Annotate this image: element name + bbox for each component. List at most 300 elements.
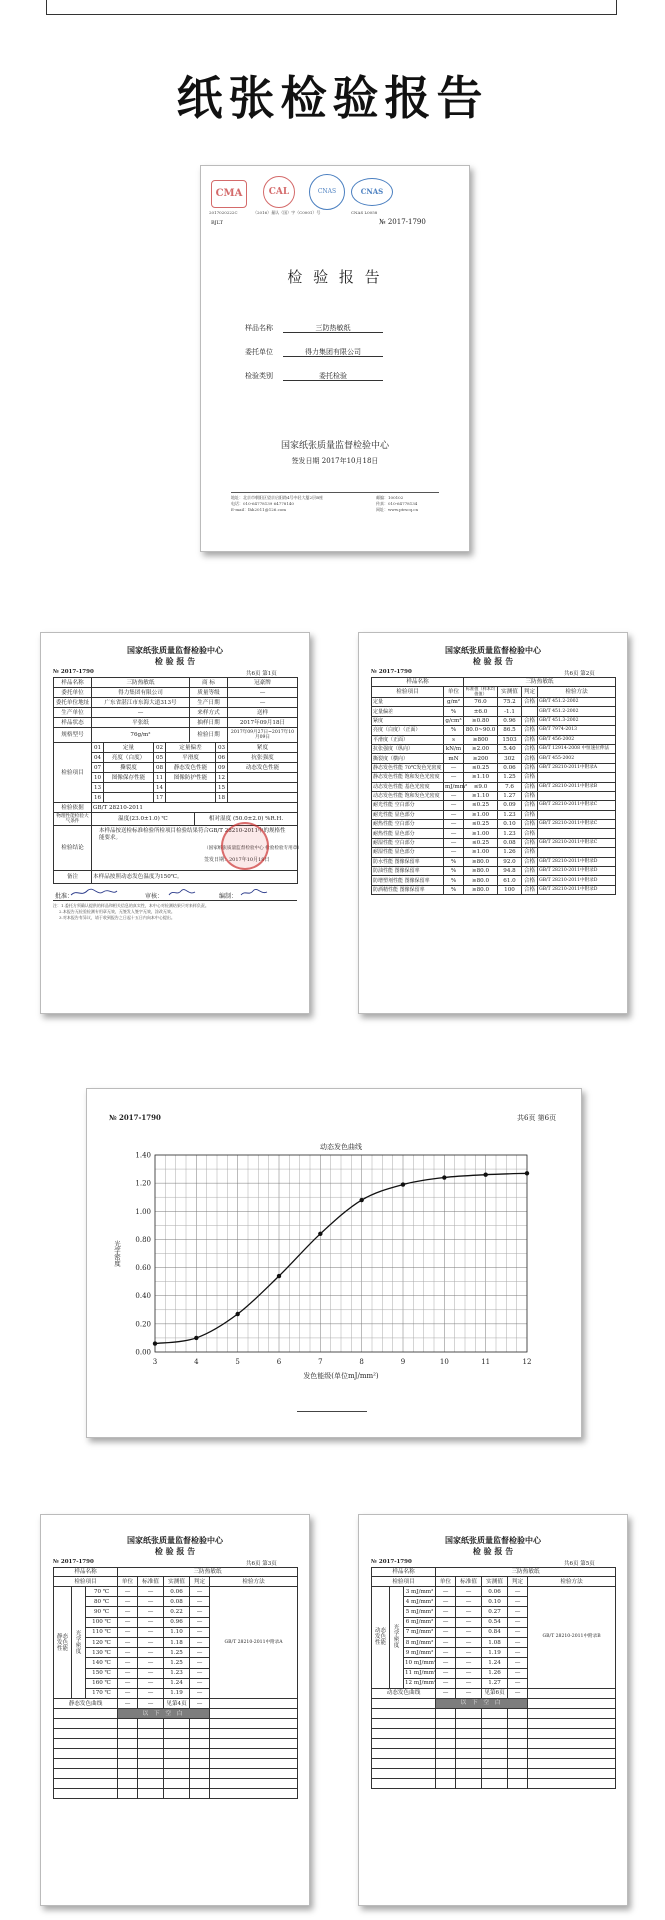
p1-cell: 16 <box>92 793 104 803</box>
table-row <box>54 728 298 743</box>
result-measured: 100 <box>498 885 522 894</box>
empty-cell <box>138 1759 164 1769</box>
column-header: 实测值 <box>482 1577 508 1587</box>
table-row <box>372 763 616 772</box>
value-cell: — <box>118 1658 138 1668</box>
value-cell: — <box>118 1607 138 1617</box>
p1-cell: 冠豪牌 <box>228 678 298 688</box>
empty-cell <box>436 1778 456 1788</box>
empty-cell <box>210 1739 298 1749</box>
result-method: GB/T 28210-2011中附录C <box>538 838 616 847</box>
dynamic-color-chart <box>87 1089 581 1437</box>
table-row <box>54 1568 298 1577</box>
empty-cell <box>190 1789 210 1799</box>
result-measured: 86.5 <box>498 726 522 735</box>
value-cell: — <box>138 1637 164 1647</box>
empty-cell <box>210 1789 298 1799</box>
result-method <box>538 829 616 838</box>
p1-cell: 来样方式 <box>190 708 228 718</box>
cover-underline-2 <box>283 356 383 357</box>
empty-cell <box>54 1789 118 1799</box>
result-unit: % <box>444 707 464 716</box>
cover-field-value-2: 得力集团有限公司 <box>305 348 361 356</box>
p1-env-temp: 温度(23.0±1.0) ℃ <box>92 813 195 826</box>
cover-footer-rule <box>231 492 439 493</box>
empty-cell <box>210 1779 298 1789</box>
group-label: 静态发色性能 <box>54 1587 72 1699</box>
p1-cell: 06 <box>216 753 228 763</box>
value-cell: 见第6页 <box>482 1688 508 1698</box>
p1-cell: 检验日期 <box>190 728 228 743</box>
empty-cell <box>508 1748 528 1758</box>
p1-cell: 样品名称 <box>54 678 92 688</box>
empty-cell <box>482 1728 508 1738</box>
result-method: GB/T 12914-2008 中恒速拉伸法 <box>538 744 616 753</box>
value-cell: — <box>138 1607 164 1617</box>
result-judgement: 合格 <box>522 867 538 876</box>
form-code: BJLT <box>211 220 223 226</box>
empty-cell <box>54 1739 118 1749</box>
p1-cell: — <box>92 708 190 718</box>
empty-cell <box>54 1759 118 1769</box>
p1-basis: GB/T 28210-2011 <box>92 803 298 813</box>
empty-cell <box>118 1779 138 1789</box>
value-cell: — <box>118 1648 138 1658</box>
table-row <box>372 801 616 810</box>
p1-review-label: 审核： <box>145 893 164 900</box>
result-judgement: 合格 <box>522 735 538 744</box>
p1-title: 检 验 报 告 <box>154 656 196 666</box>
empty-cell <box>210 1729 298 1739</box>
condition-cell: 12 mJ/mm² <box>404 1678 436 1688</box>
value-cell: 1.08 <box>482 1637 508 1647</box>
table-row <box>54 1729 298 1739</box>
value-cell: 1.19 <box>482 1648 508 1658</box>
value-cell: — <box>190 1678 210 1688</box>
value-cell: — <box>138 1627 164 1637</box>
value-cell: — <box>118 1678 138 1688</box>
p1-cell: 2017年09月18日 <box>228 718 298 728</box>
result-measured: 0.10 <box>498 820 522 829</box>
data-point <box>318 1232 322 1236</box>
condition-cell: 4 mJ/mm² <box>404 1597 436 1607</box>
y-tick-label: 1.00 <box>135 1207 151 1216</box>
table-row <box>54 1769 298 1779</box>
column-header: 检验方法 <box>210 1577 298 1587</box>
p2-header: 单位 <box>444 687 464 698</box>
result-measured: 0.08 <box>498 838 522 847</box>
p1-notes-rule <box>53 900 297 901</box>
result-method: GB/T 28210-2011中附录C <box>538 820 616 829</box>
p1-conclusion-date: 签发日期：2017年10月18日 <box>204 857 270 863</box>
table-row <box>372 1688 616 1698</box>
result-method: GB/T 28210-2011中附录D <box>538 867 616 876</box>
value-cell: — <box>118 1627 138 1637</box>
result-item: 平滑度（正面） <box>372 735 444 744</box>
p1-cell: 送样 <box>228 708 298 718</box>
p1-cell: 样品状态 <box>54 718 92 728</box>
p2-header: 判定 <box>522 687 538 698</box>
value-cell: 0.06 <box>482 1587 508 1597</box>
x-tick-label: 8 <box>359 1358 364 1366</box>
column-header: 检验项目 <box>54 1577 118 1587</box>
p2-header: 检验项目 <box>372 687 444 698</box>
value-cell: — <box>508 1617 528 1627</box>
p3-report-no: № 2017-1790 <box>53 1559 94 1565</box>
cover-field-value-3: 委托检验 <box>319 372 347 380</box>
column-header: 单位 <box>436 1577 456 1587</box>
condition-cell: 10 mJ/mm² <box>404 1658 436 1668</box>
result-standard: ≥80.0 <box>464 867 498 876</box>
result-method: GB/T 28210-2011中附录D <box>538 857 616 866</box>
result-item: 防酒精性能 图像保留率 <box>372 885 444 894</box>
result-method: GB/T 456-2002 <box>538 735 616 744</box>
value-cell: 0.96 <box>164 1617 190 1627</box>
result-unit: — <box>444 810 464 819</box>
table-row <box>372 773 616 782</box>
x-tick-label: 10 <box>439 1358 449 1366</box>
result-measured: 1503 <box>498 735 522 744</box>
value-cell: 1.23 <box>164 1668 190 1678</box>
table-row <box>372 857 616 866</box>
x-tick-label: 9 <box>400 1358 406 1366</box>
empty-cell <box>372 1738 436 1748</box>
method-cell: GB/T 28210-2011中附录A <box>210 1587 298 1699</box>
value-cell: 1.26 <box>482 1668 508 1678</box>
empty-cell <box>436 1768 456 1778</box>
result-judgement: 合格 <box>522 791 538 800</box>
p1-cell: 08 <box>154 763 166 773</box>
value-cell: 1.25 <box>164 1648 190 1658</box>
table-row <box>372 820 616 829</box>
table-row <box>372 1748 616 1758</box>
table-row <box>372 791 616 800</box>
result-method <box>538 791 616 800</box>
p1-remark: 本样品按照动态发色温度为150℃。 <box>92 871 298 884</box>
value-cell: — <box>436 1668 456 1678</box>
table-row <box>372 848 616 857</box>
empty-cell <box>436 1748 456 1758</box>
p1-cell: 18 <box>216 793 228 803</box>
empty-cell <box>436 1728 456 1738</box>
result-unit: % <box>444 876 464 885</box>
make-signature <box>241 889 267 895</box>
empty-cell <box>164 1779 190 1789</box>
result-standard: ≥200 <box>464 754 498 763</box>
result-standard: ≤0.25 <box>464 801 498 810</box>
result-standard: ≥1.10 <box>464 791 498 800</box>
value-cell: — <box>456 1668 482 1678</box>
column-header: 检验方法 <box>528 1577 616 1587</box>
table-row <box>372 726 616 735</box>
x-tick-label: 6 <box>276 1358 282 1366</box>
result-judgement: 合格 <box>522 726 538 735</box>
result-measured: 0.09 <box>498 801 522 810</box>
result-measured: 75.2 <box>498 698 522 707</box>
result-method: GB/T 451.2-2002 <box>538 707 616 716</box>
column-header: 实测值 <box>164 1577 190 1587</box>
value-cell: — <box>118 1637 138 1647</box>
value-cell: — <box>138 1678 164 1688</box>
value-cell: — <box>190 1658 210 1668</box>
result-measured: 92.0 <box>498 857 522 866</box>
result-method <box>538 810 616 819</box>
y-tick-label: 0.00 <box>135 1348 151 1357</box>
table-row <box>372 1758 616 1768</box>
empty-cell <box>456 1768 482 1778</box>
value-cell: — <box>508 1597 528 1607</box>
value-cell: — <box>138 1688 164 1698</box>
x-axis-label: 发色能级(单位mJ/mm²) <box>303 1372 379 1380</box>
p1-cell: 抽样日期 <box>190 718 228 728</box>
result-unit: g/cm³ <box>445 717 462 724</box>
p1-cell <box>166 783 216 793</box>
result-unit: — <box>444 829 464 838</box>
value-cell: — <box>456 1688 482 1698</box>
value-cell: — <box>456 1627 482 1637</box>
value-cell: 0.08 <box>164 1597 190 1607</box>
table-row <box>372 1728 616 1738</box>
empty-cell <box>138 1779 164 1789</box>
empty-cell <box>210 1749 298 1759</box>
p2-sample: 三防热敏纸 <box>464 678 616 687</box>
p2-page-no: 共6页 第2页 <box>564 671 595 677</box>
result-standard: ≤0.25 <box>464 838 498 847</box>
empty-cell <box>482 1768 508 1778</box>
table-row <box>54 718 298 728</box>
column-header: 判定 <box>190 1577 210 1587</box>
value-cell: 1.24 <box>164 1678 190 1688</box>
empty-cell <box>528 1778 616 1788</box>
result-unit: s <box>444 735 464 744</box>
empty-cell <box>210 1699 298 1709</box>
p1-cell: 生产日期 <box>190 698 228 708</box>
table-row <box>54 698 298 708</box>
table-row <box>372 810 616 819</box>
condition-cell: 170 ℃ <box>86 1688 118 1698</box>
empty-cell <box>190 1739 210 1749</box>
result-measured: 7.6 <box>498 782 522 791</box>
empty-cell <box>118 1789 138 1799</box>
result-method: GB/T 28210-2011中附录D <box>538 876 616 885</box>
p3-results-table <box>53 1567 298 1799</box>
empty-cell <box>190 1749 210 1759</box>
condition-cell: 7 mJ/mm² <box>404 1627 436 1637</box>
x-tick-label: 12 <box>522 1358 532 1366</box>
result-item: 动态发色性能 基色光密度 <box>372 782 444 791</box>
group-label: 动态发色性能 <box>372 1587 390 1689</box>
cover-field-label-1: 样品名称 <box>245 324 273 332</box>
value-cell: 0.27 <box>482 1607 508 1617</box>
result-item: 定量 <box>372 698 444 707</box>
approve-signature <box>71 889 117 895</box>
value-cell: — <box>190 1607 210 1617</box>
value-cell: — <box>118 1587 138 1597</box>
cover-footer-right-1: 邮编：100102 <box>376 495 404 500</box>
value-cell: — <box>456 1587 482 1597</box>
result-method: GB/T 455-2002 <box>538 754 616 763</box>
value-cell: — <box>118 1597 138 1607</box>
cma-caption: 2017020222C <box>209 210 238 215</box>
table-row <box>54 1709 298 1719</box>
condition-cell: 6 mJ/mm² <box>404 1617 436 1627</box>
value-cell: — <box>456 1648 482 1658</box>
result-judgement: 合格 <box>522 885 538 894</box>
condition-cell: 8 mJ/mm² <box>404 1637 436 1647</box>
data-point <box>359 1198 363 1202</box>
value-cell: — <box>190 1597 210 1607</box>
empty-cell <box>528 1748 616 1758</box>
x-tick-label: 11 <box>481 1358 491 1366</box>
empty-cell <box>508 1768 528 1778</box>
value-cell: — <box>456 1678 482 1688</box>
page-heading: 纸张检验报告 <box>176 71 489 125</box>
p1-cell: 10 <box>92 773 104 783</box>
p3-center-name: 国家纸张质量监督检验中心 <box>127 1535 223 1545</box>
sample-value: 三防热敏纸 <box>436 1568 616 1577</box>
p1-env-label: 物理性能检验大气条件 <box>54 813 92 826</box>
sub-label: 光学密度 <box>390 1587 404 1689</box>
chart-report-no: № 2017-1790 <box>109 1113 161 1122</box>
value-cell: — <box>190 1688 210 1698</box>
p5-report-no: № 2017-1790 <box>371 1559 412 1565</box>
empty-cell <box>164 1769 190 1779</box>
empty-cell <box>372 1748 436 1758</box>
value-cell: — <box>436 1617 456 1627</box>
value-cell: 0.06 <box>164 1587 190 1597</box>
condition-cell: 70 ℃ <box>86 1587 118 1597</box>
result-unit: % <box>444 857 464 866</box>
value-cell: 0.84 <box>482 1627 508 1637</box>
p2-results-table <box>371 677 616 895</box>
p1-approve-label: 批准： <box>55 893 74 900</box>
column-header: 单位 <box>118 1577 138 1587</box>
value-cell: — <box>190 1637 210 1647</box>
x-tick-label: 4 <box>194 1358 199 1366</box>
result-standard: ≥2.00 <box>464 744 498 753</box>
cover-footer-left-1: 地址：北京市朝阳区望京启阳路4号中轻大厦2层B座 <box>231 495 324 500</box>
p1-cell: 抗张强度 <box>228 753 298 763</box>
empty-cell <box>372 1708 436 1718</box>
empty-cell <box>138 1739 164 1749</box>
p1-cell: 76g/m² <box>92 728 190 743</box>
result-item: 静态发色性能 70℃发色光密度 <box>373 764 442 771</box>
result-unit: mN <box>444 754 464 763</box>
sample-label: 样品名称 <box>372 1568 436 1577</box>
p1-cell <box>104 793 154 803</box>
empty-cell <box>138 1749 164 1759</box>
p1-note-1: 注：1.委托方须确认提供的样品和相关信息的真实性，本中心对检测结果只对来样负责。 <box>53 903 209 908</box>
empty-cell <box>164 1759 190 1769</box>
value-cell: — <box>508 1587 528 1597</box>
p1-conclusion: 本样品按送检标准检验所检项目检验结果符合GB/T 28210-2011中的规格性能要求。 <box>99 828 286 841</box>
result-standard: 76.0 <box>464 698 498 707</box>
empty-cell <box>456 1758 482 1768</box>
value-cell: — <box>508 1678 528 1688</box>
report-page-2 <box>358 632 628 1014</box>
p1-cell: 03 <box>216 743 228 753</box>
empty-cell <box>118 1729 138 1739</box>
value-cell: — <box>436 1678 456 1688</box>
cover-center-name: 国家纸张质量监督检验中心 <box>280 441 389 451</box>
result-standard: ≥80.0 <box>464 857 498 866</box>
table-row <box>372 1778 616 1788</box>
value-cell: — <box>190 1699 210 1709</box>
signature-marks <box>69 887 289 899</box>
result-item: 防增塑剂性能 图像保留率 <box>372 876 444 885</box>
empty-cell <box>456 1718 482 1728</box>
p1-cell: 亮度（白度） <box>104 753 154 763</box>
empty-cell <box>138 1729 164 1739</box>
table-row <box>54 813 298 826</box>
value-cell: — <box>436 1637 456 1647</box>
result-standard: ≤0.25 <box>464 763 498 772</box>
p1-cell: — <box>228 698 298 708</box>
value-cell: — <box>190 1668 210 1678</box>
p5-results-table <box>371 1567 616 1789</box>
result-unit: — <box>444 763 464 772</box>
result-measured: 0.96 <box>498 716 522 725</box>
result-standard: ≥1.10 <box>464 773 498 782</box>
result-unit: — <box>444 838 464 847</box>
value-cell: 0.22 <box>164 1607 190 1617</box>
empty-cell <box>528 1728 616 1738</box>
p1-cell: 定量偏差 <box>166 743 216 753</box>
cover-underline-3 <box>283 380 383 381</box>
table-row <box>54 1577 298 1587</box>
result-measured: 94.8 <box>498 867 522 876</box>
cover-footer-left-2: 电话：010-64778139 64778140 <box>231 501 294 506</box>
result-item: 耐光性能 空白部分 <box>372 801 444 810</box>
y-tick-label: 0.40 <box>135 1292 151 1301</box>
p1-cell: 02 <box>154 743 166 753</box>
empty-cell <box>482 1738 508 1748</box>
empty-cell <box>436 1758 456 1768</box>
column-header: 标准值 <box>456 1577 482 1587</box>
value-cell: — <box>138 1699 164 1709</box>
result-standard: ≥0.80 <box>464 716 498 725</box>
result-judgement: 合格 <box>522 698 538 707</box>
cover-underline-1 <box>283 332 383 333</box>
result-item: 静态发色性能 饱和发色光密度 <box>372 773 444 782</box>
result-method <box>538 773 616 782</box>
result-item: 抗张强度（纵向） <box>372 744 444 753</box>
p1-cell: 13 <box>92 783 104 793</box>
value-cell: — <box>508 1658 528 1668</box>
value-cell: 1.18 <box>164 1637 190 1647</box>
red-seal-stamp <box>221 822 269 870</box>
p1-make-label: 编制： <box>219 893 238 900</box>
empty-cell <box>190 1779 210 1789</box>
empty-cell <box>118 1769 138 1779</box>
p1-remark-label: 备注 <box>54 871 92 884</box>
p2-sample-label: 样品名称 <box>372 678 464 687</box>
empty-cell <box>456 1708 482 1718</box>
table-row <box>372 1738 616 1748</box>
value-cell: — <box>508 1668 528 1678</box>
table-row <box>372 735 616 744</box>
table-row <box>54 871 298 884</box>
empty-cell <box>372 1698 436 1708</box>
table-row <box>54 1739 298 1749</box>
value-cell: — <box>436 1627 456 1637</box>
table-row <box>54 743 298 753</box>
cnas-globe-logo: CNAS <box>309 174 345 210</box>
empty-cell <box>482 1708 508 1718</box>
empty-cell <box>528 1688 616 1698</box>
empty-cell <box>210 1759 298 1769</box>
result-item: 防水性能 图像保留率 <box>372 857 444 866</box>
